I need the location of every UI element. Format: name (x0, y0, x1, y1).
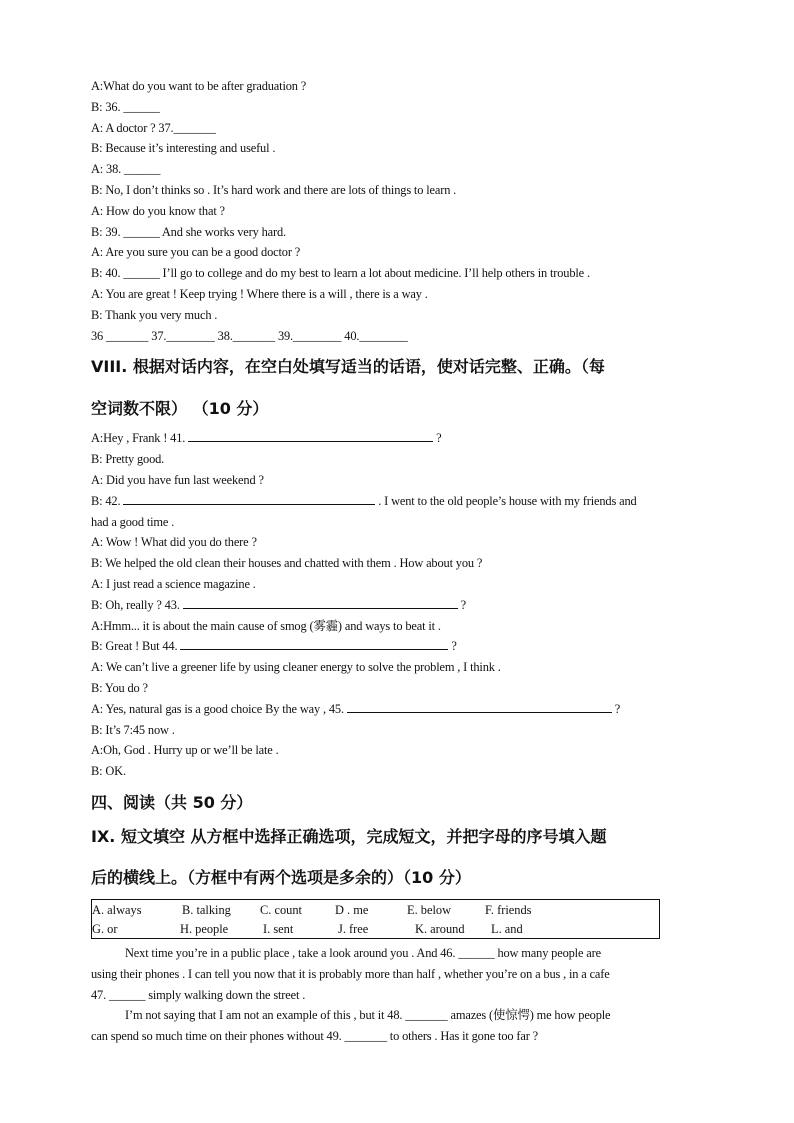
options-row (92, 920, 659, 939)
option-i: I. sent (263, 921, 294, 936)
dialogue-line: A:What do you want to be after graduation ? (91, 79, 307, 93)
dialogue-line: B: Thank you very much . (91, 307, 218, 322)
answer-blank-43[interactable] (183, 596, 458, 609)
line-text: ? (457, 597, 466, 612)
reading-passage (91, 943, 703, 1047)
answer-blank-45[interactable] (347, 700, 612, 713)
option-a: A. always (92, 902, 142, 917)
section-4-heading: 四、阅读（共 50 分） (91, 792, 253, 812)
exam-page (91, 76, 703, 1047)
passage-line: Next time you’re in a public place , take a look around you . And 46. ______ how many people are (125, 945, 601, 960)
dialogue-line: A: I just read a science magazine . (91, 576, 256, 591)
dialogue-line (91, 636, 703, 657)
dialogue-line: B: You do ? (91, 680, 148, 695)
dialogue-line: B: OK. (91, 764, 126, 779)
passage-line: using their phones . I can tell you now that it is probably more than half , whether you’re on a bus , in a cafe (91, 966, 610, 981)
section-9-heading-cont: 后的横线上。（方框中有两个选项是多余的）（10 分） (91, 867, 471, 887)
line-text: A: Yes, natural gas is a good choice By the way , 45. (91, 701, 347, 716)
answer-blank-41[interactable] (188, 429, 433, 442)
option-j: J. free (338, 921, 369, 936)
option-e: E. below (407, 902, 452, 917)
line-text: B: Great ! But 44. (91, 639, 181, 654)
dialogue-line: A: We can’t live a greener life by using cleaner energy to solve the problem , I think . (91, 660, 501, 675)
dialogue-line: B: It’s 7:45 now . (91, 722, 175, 737)
option-b: B. talking (182, 902, 231, 917)
dialogue-2 (91, 428, 703, 782)
line-text: ? (433, 431, 442, 446)
dialogue-line: A:Hmm... it is about the main cause of smog (雾霾) and ways to beat it . (91, 618, 441, 633)
section-8-heading-cont: 空词数不限） （10 分） (91, 399, 269, 419)
dialogue-1 (91, 76, 703, 346)
dialogue-line: B: No, I don’t thinks so . It’s hard work and there are lots of things to learn . (91, 182, 457, 197)
option-g: G. or (92, 921, 118, 936)
dialogue-line: B: Pretty good. (91, 452, 165, 467)
dialogue-line: A: Are you sure you can be a good doctor ? (91, 245, 301, 260)
option-h: H. people (180, 921, 229, 936)
line-text: ? (611, 701, 621, 716)
option-d: D . me (335, 902, 369, 917)
dialogue-line (91, 428, 703, 449)
dialogue-line: A: How do you know that ? (91, 203, 225, 218)
options-box (91, 899, 660, 939)
dialogue-line: B: 40. ______ I’ll go to college and do my best to learn a lot about medicine. I’ll help others in trouble . (91, 266, 590, 281)
dialogue-line: A: Wow ! What did you do there ? (91, 535, 257, 550)
dialogue-line: A: You are great ! Keep trying ! Where there is a will , there is a way . (91, 286, 428, 301)
passage-line: 47. ______ simply walking down the street . (91, 987, 306, 1002)
option-l: L. and (491, 921, 523, 936)
dialogue-line: B: Because it’s interesting and useful . (91, 141, 276, 156)
line-text: B: Oh, really ? 43. (91, 597, 183, 612)
dialogue-line: A:Oh, God . Hurry up or we’ll be late . (91, 743, 279, 758)
answer-blank-44[interactable] (180, 637, 448, 650)
line-text: ? (448, 639, 457, 654)
answer-blank-42[interactable] (123, 492, 375, 505)
dialogue-line: had a good time . (91, 514, 175, 529)
section-8-heading: VIII. 根据对话内容，在空白处填写适当的话语，使对话完整、正确。（每 (91, 357, 605, 377)
option-c: C. count (260, 902, 302, 917)
section-9-heading: IX. 短文填空 从方框中选择正确选项，完成短文，并把字母的序号填入题 (91, 826, 607, 846)
answer-blanks-line: 36 _______ 37.________ 38._______ 39.________ 40.________ (91, 328, 408, 343)
dialogue-line: B: We helped the old clean their houses and chatted with them . How about you ? (91, 556, 483, 571)
dialogue-line: B: 39. ______ And she works very hard. (91, 224, 286, 239)
options-row (92, 901, 659, 920)
passage-line: I’m not saying that I am not an example of this , but it 48. _______ amazes (使惊愕) me how people (125, 1008, 611, 1023)
dialogue-line: B: 36. ______ (91, 99, 160, 114)
passage-line: can spend so much time on their phones without 49. _______ to others . Has it gone too far ? (91, 1029, 538, 1044)
dialogue-line (91, 595, 703, 616)
line-text: A:Hey , Frank ! 41. (91, 431, 189, 446)
line-text: B: 42. (91, 493, 124, 508)
option-f: F. friends (485, 902, 532, 917)
option-k: K. around (415, 921, 465, 936)
dialogue-line: A: 38. ______ (91, 162, 161, 177)
line-text: . I went to the old people’s house with my friends and (375, 493, 637, 508)
dialogue-line (91, 699, 703, 720)
dialogue-line (91, 491, 703, 512)
dialogue-line: A: A doctor ? 37._______ (91, 120, 216, 135)
dialogue-line: A: Did you have fun last weekend ? (91, 472, 264, 487)
